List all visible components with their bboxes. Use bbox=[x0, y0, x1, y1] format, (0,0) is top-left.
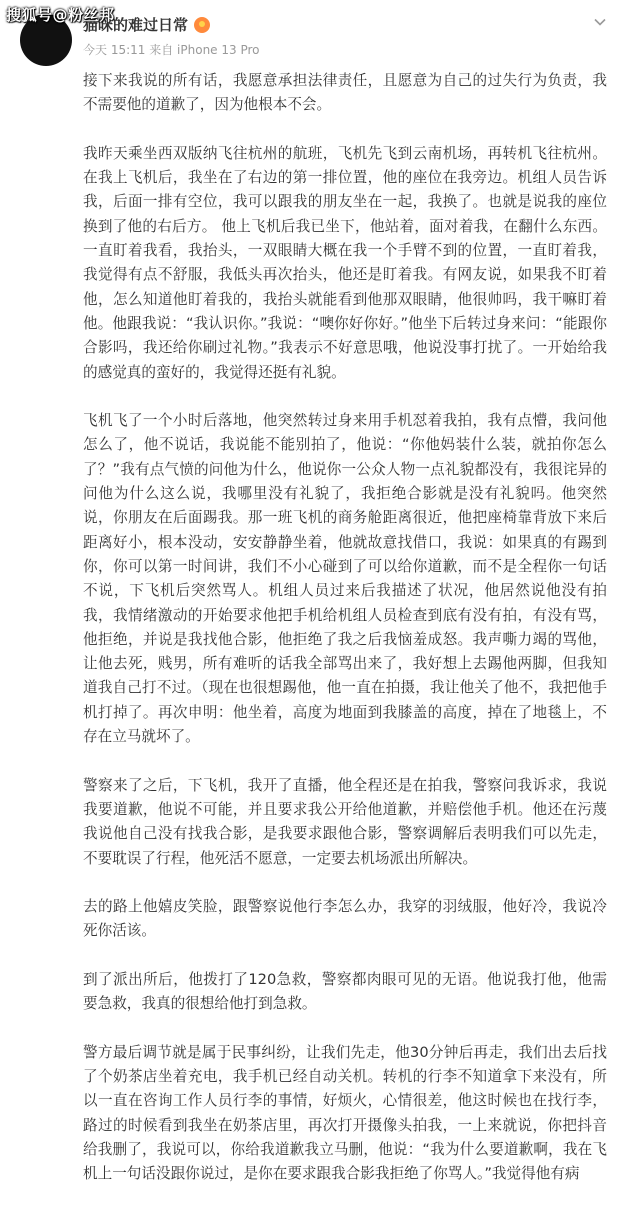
post-paragraph: 飞机飞了一个小时后落地，他突然转过身来用手机怼着我拍，我有点懵，我问他怎么了，他不说话，我说能不能别拍了，他说：“你他妈装什么装，就拍你怎么了？”我有点气愤的问他为什么，他说你一公众人物一点礼貌都没有，我很诧异的问他为什么这么说，我哪里没有礼貌了，我拒绝合影就是没有礼貌吗。他突然说，你朋友在后面踢我。那一班飞机的商务舱距离很近，他把座椅靠背放下来后距离好小，根本没动，安安静静坐着，他就故意找借口，我说：如果真的有踢到你，你可以第一时间讲，我们不小心碰到了可以给你道歉，而不是全程你一句话不说，下飞机后突然骂人。机组人员过来后我描述了状况，他居然说他没有拍我，我情绪激动的开始要求他把手机给机组人员检查到底有没有拍，有没有骂，他拒绝，并说是我找他合影，他拒绝了我之后我恼羞成怒。我声嘶力竭的骂他，让他去死，贱男，所有难听的话我全部骂出来了，我好想上去踢他两脚，但我知道我自己打不过。（现在也很想踢他，他一直在拍摄，我让他关了他不，我把他手机打掉了。再次申明：他坐着，高度为地面到我膝盖的高度，掉在了地毯上，不存在立马就坏了。 bbox=[83, 412, 607, 746]
post-content bbox=[83, 69, 607, 1211]
post-paragraph: 我昨天乘坐西双版纳飞往杭州的航班，飞机先飞到云南机场，再转机飞往杭州。在我上飞机后，我坐在了右边的第一排位置，他的座位在我旁边。机组人员告诉我，后面一排有空位，我可以跟我的朋友坐在一起，我换了。也就是说我的座位换到了他的右后方。 他上飞机后我已坐下，他站着，面对着我，在翻什么东西。一直盯着我看，我抬头，一双眼睛大概在我一个手臂不到的位置，一直盯着我，我觉得有点不舒服，我低头再次抬头，他还是盯着我。有网友说，如果我不盯着他，怎么知道他盯着我的，我抬头就能看到他那双眼睛，他很帅吗，我干嘛盯着他。他跟我说：“我认识你。”我说：“噢你好你好。”他坐下后转过身来问：“能跟你合影吗，我还给你刷过礼物。”我表示不好意思哦，他说没事打扰了。一开始给我的感觉真的蛮好的，我觉得还挺有礼貌。 bbox=[83, 144, 607, 381]
username-row bbox=[83, 14, 607, 36]
post-paragraph: 接下来我说的所有话，我愿意承担法律责任，且愿意为自己的过失行为负责，我不需要他的道歉了，因为他根本不会。 bbox=[83, 72, 607, 114]
post-paragraph: 到了派出所后，他拨打了120急救，警察都肉眼可见的无语。他说我打他，他需要急救，我真的很想给他打到急救。 bbox=[83, 970, 607, 1013]
post-paragraph: 警察来了之后，下飞机，我开了直播，他全程还是在拍我，警察问我诉求，我说我要道歉，他说不可能，并且要求我公开给他道歉，并赔偿他手机。他还在污蔑我说他自己没有找我合影，是我要求跟他合影，警察调解后表明我们可以先走，不要耽误了行程，他死活不愿意，一定要去机场派出所解决。 bbox=[83, 776, 607, 867]
post-time: 今天 15:11 bbox=[83, 43, 146, 57]
chevron-down-icon[interactable] bbox=[593, 14, 607, 28]
post-paragraph: 警方最后调节就是属于民事纠纷，让我们先走，他30分钟后再走，我们出去后找了个奶茶店坐着充电，我手机已经自动关机。转机的行李不知道拿下来没有，所以一直在咨询工作人员行李的事情，好烦火，心情很差，他这时候也在找行李，路过的时候看到我坐在奶茶店里，再次打开摄像头拍我，一上来就说，你把抖音给我删了，我说可以，你给我道歉我立马删，他说：“我为什么要道歉啊，我在飞机上一句话没跟你说过，是你在要求跟我合影我拒绝了你骂人。”我觉得他有病 bbox=[83, 1043, 607, 1183]
post-source: 来自 iPhone 13 Pro bbox=[149, 43, 260, 57]
post-meta bbox=[83, 40, 607, 60]
watermark: 搜狐号@粉丝邦 bbox=[6, 6, 115, 24]
username[interactable]: 猫咪的难过日常 bbox=[83, 16, 189, 34]
post-header bbox=[83, 14, 607, 60]
post-paragraph: 去的路上他嬉皮笑脸，跟警察说他行李怎么办，我穿的羽绒服，他好冷，我说冷死你活该。 bbox=[83, 898, 607, 940]
badge-icon bbox=[194, 17, 210, 33]
